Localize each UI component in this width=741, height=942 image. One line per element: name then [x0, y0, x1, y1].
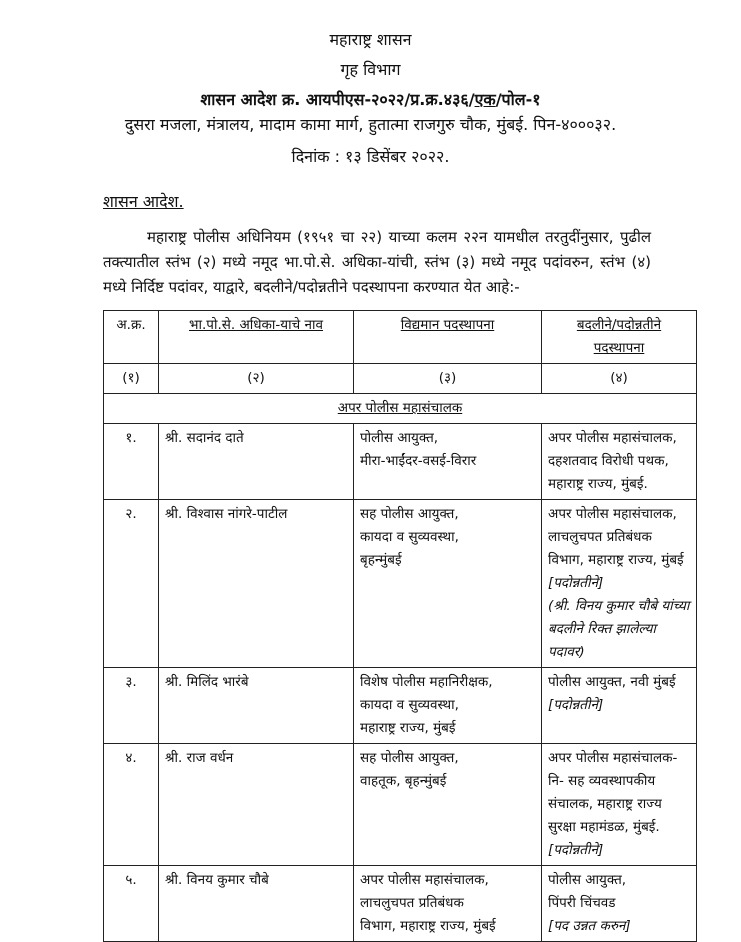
- department-title: गृह विभाग: [340, 60, 401, 79]
- new-posting-note: [पद उन्नत करुन]: [548, 918, 631, 934]
- current-posting-line: सह पोलीस आयुक्त,: [360, 750, 459, 766]
- row-new-posting: [542, 744, 697, 866]
- current-posting-line: महाराष्ट्र राज्य, मुंबई: [360, 720, 456, 736]
- new-posting-line: संचालक, महाराष्ट्र राज्य: [548, 796, 662, 812]
- current-posting-line: विशेष पोलीस महानिरीक्षक,: [360, 674, 493, 690]
- row-sr: ४.: [104, 744, 159, 866]
- current-posting-line: लाचलुचपत प्रतिबंधक: [360, 895, 464, 911]
- header-name-text: भा.पो.से. अधिका-याचे नाव: [189, 317, 323, 333]
- new-posting-line: विभाग, महाराष्ट्र राज्य, मुंबई: [548, 552, 684, 568]
- new-posting-note: [पदोन्नतीने]: [548, 697, 604, 713]
- current-posting-line: सह पोलीस आयुक्त,: [360, 506, 459, 522]
- order-paragraph-text: महाराष्ट्र पोलीस अधिनियम (१९५१ चा २२) याच्या कलम २२न यामधील तरतुदींनुसार, पुढील तक्त्यातील स्तंभ (२) मध्ये नमूद भा.पो.से. अधिका-यांची, स्तंभ (३) मध्ये नमूद पदांवरुन, स्तंभ (४) मध्ये निर्दिष्ट पदांवर, याद्वारे, बदलीने/पदोन्नतीने पदस्थापना करण्यात येत आहे:-: [103, 228, 651, 296]
- colnum-4: (४): [542, 364, 697, 394]
- new-posting-line: नि- सह व्यवस्थापकीय: [548, 773, 656, 789]
- table-row: [104, 500, 697, 668]
- order-label: शासन आदेश.: [103, 192, 184, 211]
- current-posting-line: बृहन्मुंबई: [360, 552, 402, 568]
- row-officer-name: श्री. विश्वास नांगरे-पाटील: [159, 500, 354, 668]
- new-posting-line: अपर पोलीस महासंचालक,: [548, 506, 677, 522]
- header-new-line1: बदलीने/पदोन्नतीने: [576, 317, 662, 333]
- government-title: महाराष्ट्र शासन: [329, 30, 412, 49]
- new-posting-note: (श्री. विनय कुमार चौबे यांच्या: [548, 598, 690, 614]
- current-posting-line: मीरा-भाईंदर-वसई-विरार: [360, 453, 477, 469]
- row-sr: ३.: [104, 668, 159, 744]
- table-row: [104, 668, 697, 744]
- order-number-ek: एक: [474, 90, 496, 109]
- row-sr: ५.: [104, 866, 159, 942]
- new-posting-line: पोलीस आयुक्त, नवी मुंबई: [548, 674, 676, 690]
- table-row: [104, 424, 697, 500]
- colnum-2: (२): [159, 364, 354, 394]
- order-number: [0, 88, 741, 110]
- current-posting-line: पोलीस आयुक्त,: [360, 430, 439, 446]
- new-posting-line: सुरक्षा महामंडळ, मुंबई.: [548, 819, 660, 835]
- row-new-posting: [542, 866, 697, 942]
- order-date: दिनांक : १३ डिसेंबर २०२२.: [291, 147, 450, 166]
- row-current-posting: [354, 866, 542, 942]
- row-new-posting: [542, 500, 697, 668]
- colnum-3: (३): [354, 364, 542, 394]
- new-posting-note: [पदोन्नतीने]: [548, 575, 604, 591]
- table-header-row: [104, 311, 697, 364]
- new-posting-line: अपर पोलीस महासंचालक-: [548, 750, 678, 766]
- new-posting-line: पोलीस आयुक्त,: [548, 872, 627, 888]
- header-name: [159, 311, 354, 364]
- row-current-posting: [354, 424, 542, 500]
- header-new: [542, 311, 697, 364]
- current-posting-line: वाहतूक, बृहन्मुंबई: [360, 773, 447, 789]
- colnum-1: (१): [104, 364, 159, 394]
- new-posting-note: पदावर): [548, 644, 585, 660]
- table-row: [104, 866, 697, 942]
- new-posting-line: पिंपरी चिंचवड: [548, 895, 616, 911]
- header-new-line2: पदस्थापना: [593, 340, 645, 356]
- row-officer-name: श्री. विनय कुमार चौबे: [159, 866, 354, 942]
- row-officer-name: श्री. राज वर्धन: [159, 744, 354, 866]
- new-posting-line: अपर पोलीस महासंचालक,: [548, 430, 677, 446]
- header-current-text: विद्यमान पदस्थापना: [400, 317, 495, 333]
- row-officer-name: श्री. मिलिंद भारंबे: [159, 668, 354, 744]
- current-posting-line: कायदा व सुव्यवस्था,: [360, 697, 459, 713]
- posting-table: [103, 310, 697, 942]
- current-posting-line: विभाग, महाराष्ट्र राज्य, मुंबई: [360, 918, 496, 934]
- column-number-row: [104, 364, 697, 394]
- new-posting-line: लाचलुचपत प्रतिबंधक: [548, 529, 652, 545]
- row-sr: १.: [104, 424, 159, 500]
- order-paragraph: [103, 225, 651, 300]
- office-address: दुसरा मजला, मंत्रालय, मादाम कामा मार्ग, हुतात्मा राजगुरु चौक, मुंबई. पिन-४०००३२.: [124, 115, 617, 134]
- header-sr: अ.क्र.: [104, 311, 159, 364]
- row-current-posting: [354, 500, 542, 668]
- row-sr: २.: [104, 500, 159, 668]
- row-new-posting: [542, 668, 697, 744]
- section-row: [104, 394, 697, 424]
- section-heading-text: अपर पोलीस महासंचालक: [337, 400, 463, 416]
- current-posting-line: कायदा व सुव्यवस्था,: [360, 529, 459, 545]
- new-posting-note: [पदोन्नतीने]: [548, 842, 604, 858]
- row-current-posting: [354, 744, 542, 866]
- header-current: [354, 311, 542, 364]
- section-heading: [104, 394, 697, 424]
- table-row: [104, 744, 697, 866]
- row-new-posting: [542, 424, 697, 500]
- new-posting-line: दहशतवाद विरोधी पथक,: [548, 453, 669, 469]
- order-number-suffix: /पोल-१: [495, 90, 541, 109]
- order-number-prefix: शासन आदेश क्र. आयपीएस-२०२२/प्र.क्र.४३६/: [200, 90, 475, 109]
- new-posting-note: बदलीने रिक्त झालेल्या: [548, 621, 656, 637]
- row-current-posting: [354, 668, 542, 744]
- current-posting-line: अपर पोलीस महासंचालक,: [360, 872, 489, 888]
- row-officer-name: श्री. सदानंद दाते: [159, 424, 354, 500]
- new-posting-line: महाराष्ट्र राज्य, मुंबई.: [548, 476, 648, 492]
